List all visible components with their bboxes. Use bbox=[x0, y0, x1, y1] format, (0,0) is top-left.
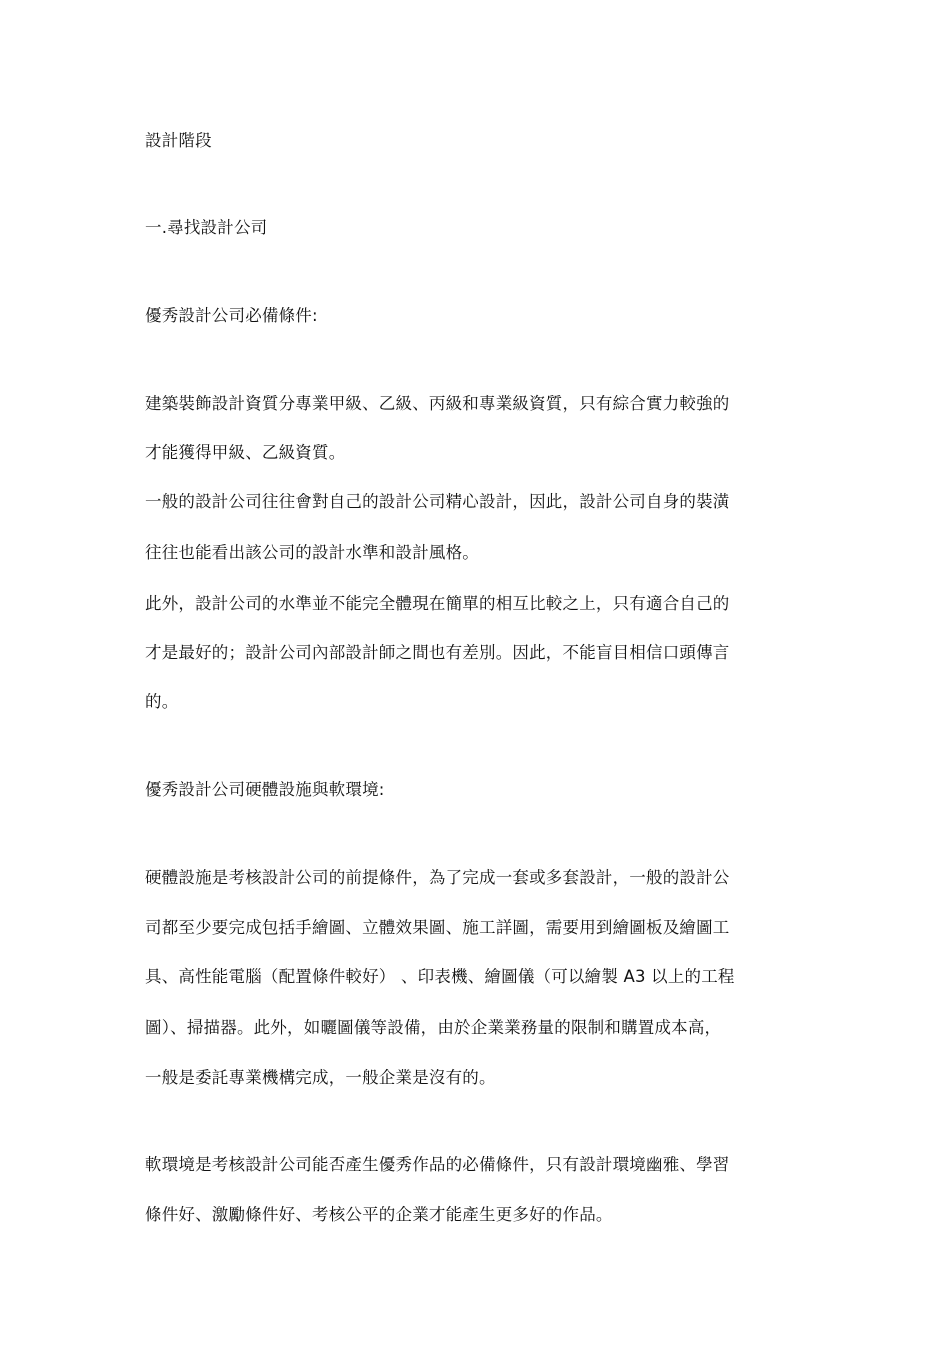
paragraph-line: 一般的設計公司往往會對自己的設計公司精心設計，因此，設計公司自身的裝潢 bbox=[145, 492, 730, 511]
paragraph-line: 的。 bbox=[145, 692, 179, 711]
section-heading: 一.尋找設計公司 bbox=[145, 218, 268, 237]
paragraph-line: 才是最好的；設計公司內部設計師之間也有差別。因此，不能盲目相信口頭傳言 bbox=[145, 643, 730, 662]
paragraph-line: 軟環境是考核設計公司能否產生優秀作品的必備條件，只有設計環境幽雅、學習 bbox=[145, 1155, 730, 1174]
paragraph-line: 條件好、激勵條件好、考核公平的企業才能產生更多好的作品。 bbox=[145, 1205, 613, 1224]
paragraph-line: 硬體設施是考核設計公司的前提條件，為了完成一套或多套設計，一般的設計公 bbox=[145, 868, 730, 887]
paragraph-line: 圖）、掃描器。此外，如曬圖儀等設備，由於企業業務量的限制和購置成本高， bbox=[145, 1018, 722, 1037]
paragraph-line: 才能獲得甲級、乙級資質。 bbox=[145, 443, 346, 462]
subheading-requirements: 優秀設計公司必備條件: bbox=[145, 306, 318, 325]
paragraph-line: 一般是委託專業機構完成，一般企業是沒有的。 bbox=[145, 1068, 496, 1087]
paragraph-line: 此外，設計公司的水準並不能完全體現在簡單的相互比較之上，只有適合自己的 bbox=[145, 594, 730, 613]
paragraph-line: 往往也能看出該公司的設計水準和設計風格。 bbox=[145, 543, 479, 562]
paragraph-line: 司都至少要完成包括手繪圖、立體效果圖、施工詳圖，需要用到繪圖板及繪圖工 bbox=[145, 918, 730, 937]
subheading-facilities: 優秀設計公司硬體設施與軟環境: bbox=[145, 780, 385, 799]
document-title: 設計階段 bbox=[145, 131, 212, 150]
paragraph-line: 建築裝飾設計資質分專業甲級、乙級、丙級和專業級資質，只有綜合實力較強的 bbox=[145, 394, 730, 413]
paragraph-line: 具、高性能電腦（配置條件較好） 、印表機、繪圖儀（可以繪製 A3 以上的工程 bbox=[145, 967, 735, 986]
